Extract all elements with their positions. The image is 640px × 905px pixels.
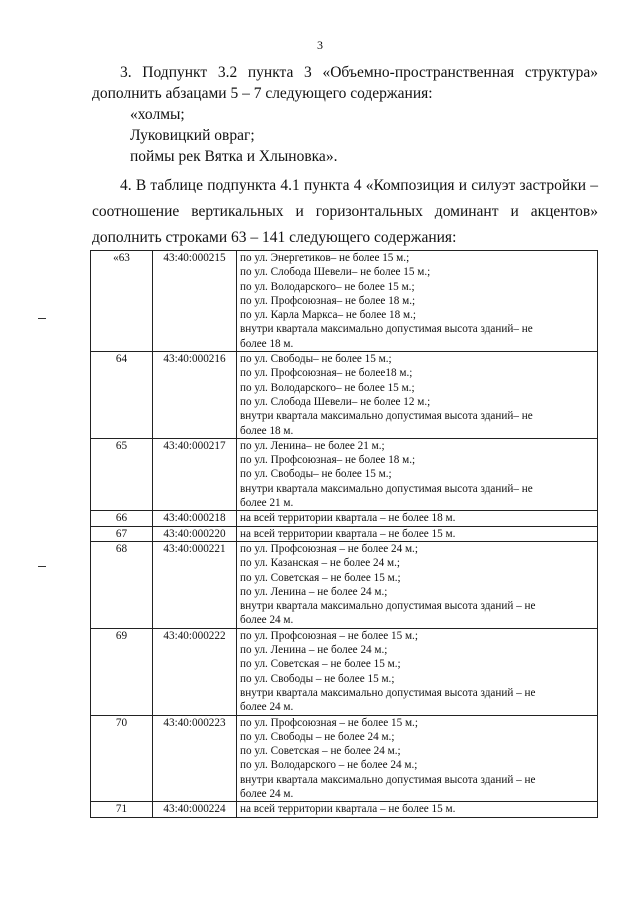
height-limit-line: по ул. Ленина – не более 24 м.; [240, 585, 388, 598]
height-limits-cell [237, 802, 598, 817]
height-limit-line: по ул. Свободы – не более 24 м.; [240, 730, 395, 743]
cadastral-number-cell: 43:40:000221 [153, 541, 237, 628]
height-limit-line: по ул. Профсоюзная– не более18 м.; [240, 367, 413, 380]
height-limit-line: внутри квартала максимально допустимая высота зданий – не [240, 600, 536, 613]
height-limit-line: по ул. Профсоюзная – не более 15 м.; [240, 629, 418, 642]
table-row [91, 438, 598, 510]
cadastral-number-cell: 43:40:000223 [153, 715, 237, 802]
margin-mark [38, 318, 46, 319]
height-limit-line: по ул. Свободы – не более 15 м.; [240, 672, 395, 685]
height-limit-line: на всей территории квартала – не более 18 м. [240, 512, 456, 525]
height-limit-line: внутри квартала максимально допустимая высота зданий– не [240, 482, 533, 495]
cadastral-number-cell: 43:40:000217 [153, 438, 237, 510]
height-limits-cell [237, 715, 598, 802]
paragraph-4-line-2: соотношение вертикальных и горизонтальных доминант и акцентов» [92, 203, 598, 220]
cadastral-number-cell: 43:40:000218 [153, 511, 237, 526]
height-limit-line: внутри квартала максимально допустимая высота зданий– не [240, 410, 533, 423]
paragraph-4-line-1: 4. В таблице подпункта 4.1 пункта 4 «Композиция и силуэт застройки – [120, 177, 598, 194]
height-limit-line: более 24 м. [240, 787, 294, 800]
height-limit-line: по ул. Советская – не более 15 м.; [240, 571, 401, 584]
height-limit-line: по ул. Володарского– не более 15 м.; [240, 381, 415, 394]
paragraph-3-line-2: дополнить абзацами 5 – 7 следующего содержания: [92, 85, 433, 102]
table-row [91, 526, 598, 541]
cadastral-number-cell: 43:40:000220 [153, 526, 237, 541]
height-limit-line: по ул. Советская – не более 24 м.; [240, 745, 401, 758]
height-limit-line: внутри квартала максимально допустимая высота зданий – не [240, 773, 536, 786]
quote-line-2: Луковицкий овраг; [130, 127, 255, 144]
paragraph-4-line-3: дополнить строками 63 – 141 следующего содержания: [92, 229, 457, 246]
height-limit-line: по ул. Энергетиков– не более 15 м.; [240, 252, 410, 264]
height-limits-cell [237, 438, 598, 510]
cadastral-number-cell: 43:40:000216 [153, 352, 237, 439]
height-limits-cell [237, 541, 598, 628]
height-regulations-table [90, 250, 598, 818]
height-limit-line: на всей территории квартала – не более 15 м. [240, 803, 456, 816]
height-limits-cell [237, 251, 598, 352]
height-limit-line: по ул. Профсоюзная – не более 15 м.; [240, 716, 418, 729]
height-limit-line: по ул. Ленина – не более 24 м.; [240, 644, 388, 657]
height-limit-line: более 18 м. [240, 337, 294, 350]
quote-line-3: поймы рек Вятка и Хлыновка». [130, 148, 338, 165]
row-number-cell: 66 [91, 511, 153, 526]
height-limit-line: по ул. Слобода Шевели– не более 12 м.; [240, 395, 431, 408]
height-limit-line: внутри квартала максимально допустимая высота зданий – не [240, 686, 536, 699]
height-limit-line: более 18 м. [240, 424, 294, 437]
height-limit-line: более 24 м. [240, 614, 294, 627]
table-row [91, 802, 598, 817]
row-number-cell: 70 [91, 715, 153, 802]
height-limit-line: по ул. Ленина– не более 21 м.; [240, 439, 385, 452]
cadastral-number-cell: 43:40:000222 [153, 628, 237, 715]
cadastral-number-cell: 43:40:000224 [153, 802, 237, 817]
row-number-cell: 65 [91, 438, 153, 510]
row-number-cell: 64 [91, 352, 153, 439]
height-limit-line: по ул. Профсоюзная – не более 24 м.; [240, 542, 418, 555]
row-number-cell: «63 [91, 251, 153, 352]
table-row [91, 541, 598, 628]
height-limits-cell [237, 352, 598, 439]
margin-mark [38, 566, 46, 567]
row-number-cell: 69 [91, 628, 153, 715]
height-limit-line: по ул. Профсоюзная– не более 18 м.; [240, 454, 416, 467]
height-limit-line: по ул. Свободы– не более 15 м.; [240, 468, 392, 481]
row-number-cell: 67 [91, 526, 153, 541]
cadastral-number-cell: 43:40:000215 [153, 251, 237, 352]
table-row [91, 715, 598, 802]
height-limit-line: по ул. Советская – не более 15 м.; [240, 658, 401, 671]
height-limit-line: внутри квартала максимально допустимая высота зданий– не [240, 323, 533, 336]
height-limit-line: по ул. Слобода Шевели– не более 15 м.; [240, 266, 431, 279]
height-limit-line: более 21 м. [240, 497, 294, 510]
height-limit-line: по ул. Казанская – не более 24 м.; [240, 557, 401, 570]
quote-line-1: «холмы; [130, 106, 185, 123]
height-limit-line: по ул. Свободы– не более 15 м.; [240, 353, 392, 366]
height-limits-cell [237, 511, 598, 526]
table-row [91, 511, 598, 526]
height-limit-line: по ул. Володарского – не более 24 м.; [240, 759, 418, 772]
table-row [91, 352, 598, 439]
height-limit-line: по ул. Володарского– не более 15 м.; [240, 280, 415, 293]
table-row [91, 251, 598, 352]
table-row [91, 628, 598, 715]
height-limit-line: более 24 м. [240, 701, 294, 714]
height-limits-cell [237, 628, 598, 715]
page-number: 3 [317, 38, 323, 52]
height-limit-line: по ул. Профсоюзная– не более 18 м.; [240, 294, 416, 307]
row-number-cell: 71 [91, 802, 153, 817]
height-limit-line: на всей территории квартала – не более 15 м. [240, 527, 456, 540]
height-limits-cell [237, 526, 598, 541]
height-limit-line: по ул. Карла Маркса– не более 18 м.; [240, 309, 417, 322]
row-number-cell: 68 [91, 541, 153, 628]
paragraph-3-line-1: 3. Подпункт 3.2 пункта 3 «Объемно-пространственная структура» [120, 64, 598, 81]
